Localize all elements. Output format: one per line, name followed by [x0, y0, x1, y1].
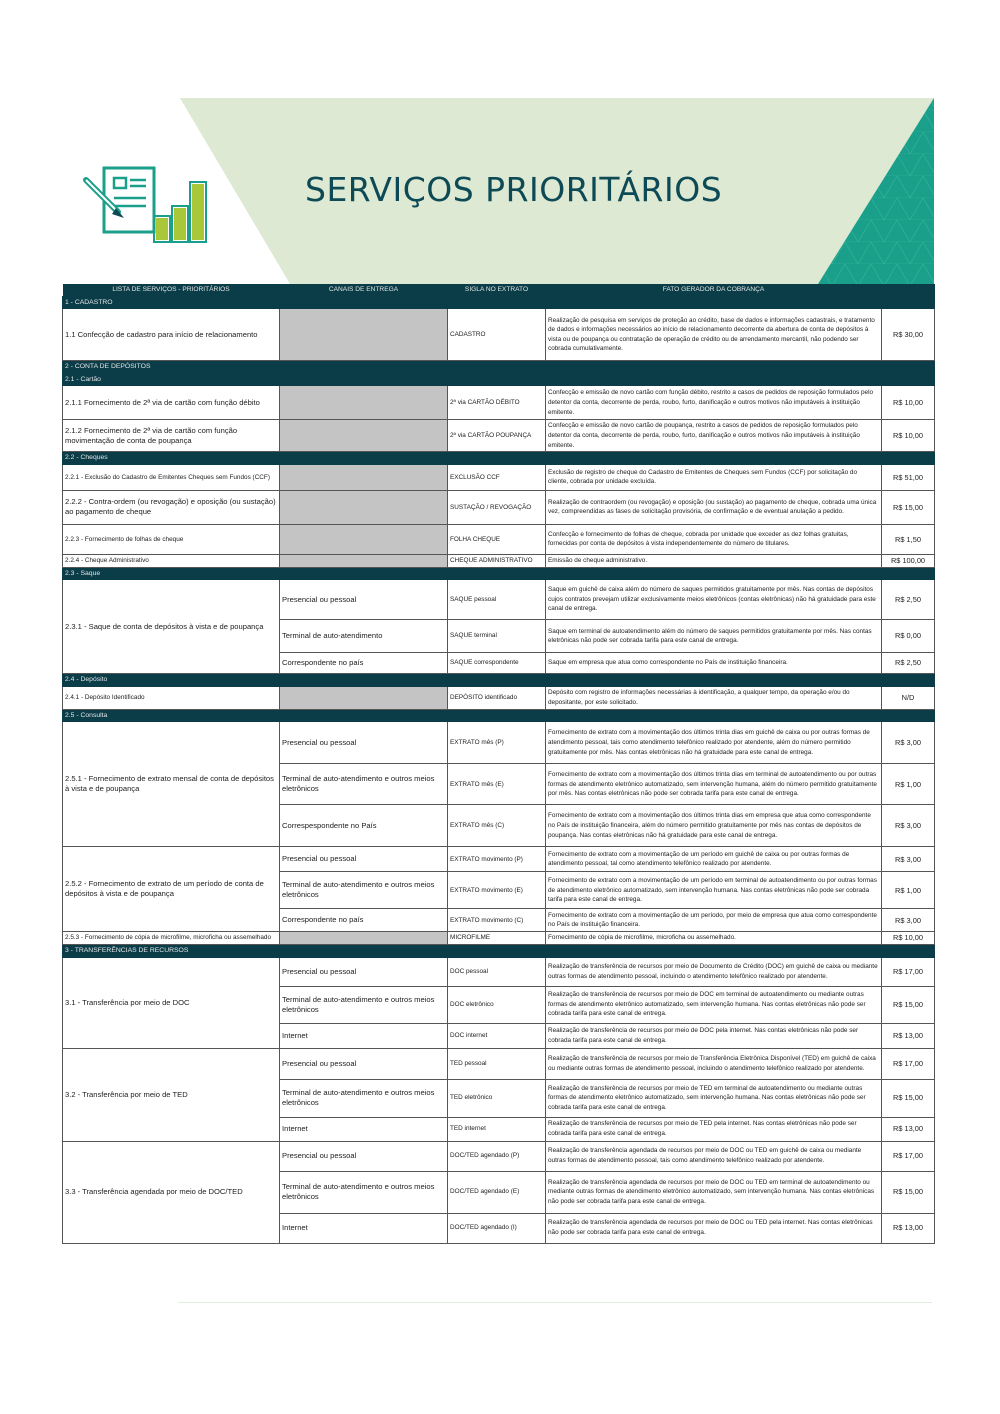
statement-code: SAQUE correspondente: [448, 653, 546, 674]
service-name: 2.4.1 - Depósito Identificado: [63, 686, 280, 709]
channel-cell: [280, 490, 448, 524]
fee-trigger: Fornecimento de extrato com a movimentação dos últimos trinta dias em terminal de autoatendimento ou por outras formas de atendimento eletrônico automatizado, sem intervenção humana, além do número permitido gratuitamente por mês. Nas contas eletrônicas não pode ser cobrada tarifa para este canal de entrega.: [546, 764, 882, 805]
subsection-header: [63, 674, 935, 687]
fee-value: R$ 3,00: [882, 909, 935, 932]
table-row: [63, 420, 935, 452]
statement-code: TED eletrônico: [448, 1079, 546, 1117]
channel-cell: Terminal de auto-atendimento e outros meios eletrônicos: [280, 764, 448, 805]
fee-trigger: Fornecimento de cópia de microfilme, microficha ou assemelhado.: [546, 932, 882, 945]
statement-code: DOC pessoal: [448, 957, 546, 986]
section-header: [63, 944, 935, 957]
fee-trigger: Realização de transferência de recursos por meio de TED em terminal de autoatendimento ou mediante outras formas de atendimento eletrônico automatizado, sem intervenção humana. Nas contas eletrônicas não pode ser cobrada tarifa para este canal de entrega.: [546, 1079, 882, 1117]
section-label: 1 - CADASTRO: [63, 296, 935, 309]
service-name: 2.5.3 - Fornecimento de cópia de microfilme, microficha ou assemelhado: [63, 932, 280, 945]
channel-cell: [280, 464, 448, 490]
service-name: 2.2.4 - Cheque Administrativo: [63, 554, 280, 567]
fee-trigger: Realização de transferência agendada de recursos por meio de DOC ou TED pela internet. Nas contas eletrônicas não pode ser cobrada tarifa para este canal de entrega.: [546, 1213, 882, 1243]
statement-code: EXTRATO movimento (P): [448, 847, 546, 872]
fee-trigger: Realização de transferência de recursos por meio de Documento de Crédito (DOC) em guichê de caixa ou mediante outras formas de atendimento pessoal, incluindo o atendimento telefônico realizado por atendente.: [546, 957, 882, 986]
statement-code: DOC internet: [448, 1023, 546, 1048]
column-header-blank: [882, 284, 935, 296]
statement-code: EXCLUSÃO CCF: [448, 464, 546, 490]
fee-value: R$ 15,00: [882, 986, 935, 1023]
channel-cell: Internet: [280, 1213, 448, 1243]
service-name: 2.5.1 - Fornecimento de extrato mensal de conta de depósitos à vista e de poupança: [63, 722, 280, 847]
statement-code: EXTRATO mês (E): [448, 764, 546, 805]
subsection-label: 2.1 - Cartão: [63, 373, 935, 386]
fee-value: R$ 2,50: [882, 580, 935, 620]
statement-code: FOLHA CHEQUE: [448, 524, 546, 554]
table-row: [63, 490, 935, 524]
statement-code: CHEQUE ADMINISTRATIVO: [448, 554, 546, 567]
fee-value: R$ 17,00: [882, 957, 935, 986]
channel-cell: [280, 386, 448, 420]
fee-value: R$ 3,00: [882, 722, 935, 764]
column-header: LISTA DE SERVIÇOS - PRIORITÁRIOS: [63, 284, 280, 296]
table-row: [63, 1048, 935, 1079]
service-name: 2.2.2 - Contra-ordem (ou revogação) e oposição (ou sustação) ao pagamento de cheque: [63, 490, 280, 524]
table-header: [63, 284, 935, 296]
statement-code: CADASTRO: [448, 309, 546, 361]
fee-trigger: Emissão de cheque administrativo.: [546, 554, 882, 567]
fee-trigger: Fornecimento de extrato com a movimentação dos últimos trinta dias em empresa que atua como correspondente no País de instituição financeira, além do número permitido gratuitamente por mês nas contas de depósitos de poupança. Nas contas eletrônicas não há gratuidade para este canal de entrega.: [546, 805, 882, 847]
channel-cell: Presencial ou pessoal: [280, 957, 448, 986]
fee-value: R$ 17,00: [882, 1048, 935, 1079]
channel-cell: Presencial ou pessoal: [280, 1048, 448, 1079]
channel-cell: [280, 554, 448, 567]
fee-value: R$ 30,00: [882, 309, 935, 361]
fee-trigger: Realização de contraordem (ou revogação) e oposição (ou sustação) ao pagamento de cheque, cobrada uma única vez, compreendidas as fases de solicitação provisória, de confirmação e de eventual anulação a pedido.: [546, 490, 882, 524]
fee-value: R$ 15,00: [882, 1079, 935, 1117]
column-header: CANAIS DE ENTREGA: [280, 284, 448, 296]
fee-value: R$ 13,00: [882, 1023, 935, 1048]
fee-trigger: Confecção e emissão de novo cartão de poupança, restrito a casos de pedidos de reposição formulados pelo detentor da conta, decorrente de perda, roubo, furto, danificação e outros motivos não imputáveis à instituição emitente.: [546, 420, 882, 452]
channel-cell: [280, 932, 448, 945]
subsection-header: [63, 452, 935, 465]
fee-trigger: Realização de transferência de recursos por meio de DOC em terminal de autoatendimento ou mediante outras formas de atendimento eletrônico automatizado, sem intervenção humana. Nas contas eletrônicas não pode ser cobrada tarifa para este canal de entrega.: [546, 986, 882, 1023]
service-name: 2.5.2 - Fornecimento de extrato de um período de conta de depósitos à vista e de poupança: [63, 847, 280, 932]
fee-value: R$ 100,00: [882, 554, 935, 567]
channel-cell: Correspespondente no País: [280, 805, 448, 847]
channel-cell: Correspondente no país: [280, 653, 448, 674]
channel-cell: Presencial ou pessoal: [280, 1141, 448, 1171]
fee-trigger: Realização de transferência de recursos por meio de TED pela internet. Nas contas eletrônicas não pode ser cobrada tarifa para este canal de entrega.: [546, 1117, 882, 1141]
fee-trigger: Saque em terminal de autoatendimento além do número de saques permitidos gratuitamente por mês. Nas contas eletrônicas não pode ser cobrada tarifa para este canal de entrega.: [546, 620, 882, 653]
subsection-label: 2.5 - Consulta: [63, 709, 935, 722]
column-header: SIGLA NO EXTRATO: [448, 284, 546, 296]
statement-code: SAQUE pessoal: [448, 580, 546, 620]
fee-trigger: Fornecimento de extrato com a movimentação dos últimos trinta dias em guichê de caixa ou por outras formas de atendimento pessoal, tais como atendimento telefônico realizado por atendente, além do número permitido gratuitamente por mês. Nas contas eletrônicas não há gratuidade para este canal de entrega.: [546, 722, 882, 764]
statement-code: EXTRATO movimento (C): [448, 909, 546, 932]
fee-value: R$ 10,00: [882, 386, 935, 420]
channel-cell: Terminal de auto-atendimento e outros meios eletrônicos: [280, 1079, 448, 1117]
section-header: [63, 296, 935, 309]
fee-value: R$ 3,00: [882, 847, 935, 872]
channel-cell: Terminal de auto-atendimento e outros meios eletrônicos: [280, 872, 448, 909]
statement-code: EXTRATO mês (C): [448, 805, 546, 847]
fee-trigger: Realização de transferência agendada de recursos por meio de DOC ou TED em terminal de autoatendimento ou mediante outras formas de atendimento eletrônico automatizado, sem intervenção humana. Nas contas eletrônicas não pode ser cobrada tarifa para este canal de entrega.: [546, 1171, 882, 1213]
service-name: 2.1.2 Fornecimento de 2ª via de cartão com função movimentação de conta de poupança: [63, 420, 280, 452]
service-name: 1.1 Confecção de cadastro para início de relacionamento: [63, 309, 280, 361]
channel-cell: Presencial ou pessoal: [280, 722, 448, 764]
fee-trigger: Exclusão de registro de cheque do Cadastro de Emitentes de Cheques sem Fundos (CCF) por solicitação do cliente, cobrada por unidade excluída.: [546, 464, 882, 490]
channel-cell: [280, 309, 448, 361]
subsection-header: [63, 567, 935, 580]
statement-code: TED pessoal: [448, 1048, 546, 1079]
channel-cell: [280, 420, 448, 452]
channel-cell: Presencial ou pessoal: [280, 847, 448, 872]
service-name: 2.1.1 Fornecimento de 2ª via de cartão com função débito: [63, 386, 280, 420]
column-header: FATO GERADOR DA COBRANÇA: [546, 284, 882, 296]
table-row: [63, 1141, 935, 1171]
statement-code: EXTRATO movimento (E): [448, 872, 546, 909]
page-title: SERVIÇOS PRIORITÁRIOS: [305, 170, 723, 209]
fee-value: R$ 10,00: [882, 420, 935, 452]
section-label: 3 - TRANSFERÊNCIAS DE RECURSOS: [63, 944, 935, 957]
channel-cell: Terminal de auto-atendimento e outros meios eletrônicos: [280, 986, 448, 1023]
table-row: [63, 722, 935, 764]
channel-cell: Internet: [280, 1023, 448, 1048]
statement-code: DOC/TED agendado (E): [448, 1171, 546, 1213]
section-label: 2 - CONTA DE DEPÓSITOS: [63, 361, 935, 374]
table-row: [63, 554, 935, 567]
fee-value: R$ 13,00: [882, 1117, 935, 1141]
fee-value: R$ 0,00: [882, 620, 935, 653]
fee-value: N/D: [882, 686, 935, 709]
fee-value: R$ 17,00: [882, 1141, 935, 1171]
document-chart-icon: [104, 168, 206, 242]
fee-trigger: Realização de transferência de recursos por meio de DOC pela internet. Nas contas eletrônicas não pode ser cobrada tarifa para este canal de entrega.: [546, 1023, 882, 1048]
fee-trigger: Fornecimento de extrato com a movimentação de um período, por meio de empresa que atua como correspondente no País de instituição financeira.: [546, 909, 882, 932]
statement-code: 2ª via CARTÃO POUPANÇA: [448, 420, 546, 452]
table-row: [63, 686, 935, 709]
banner-graphic: [0, 0, 1000, 300]
footer-divider: [178, 1302, 932, 1303]
subsection-header: [63, 709, 935, 722]
statement-code: DOC/TED agendado (P): [448, 1141, 546, 1171]
service-name: 2.2.1 - Exclusão do Cadastro de Emitentes Cheques sem Fundos (CCF): [63, 464, 280, 490]
fee-value: R$ 3,00: [882, 805, 935, 847]
table-row: [63, 580, 935, 620]
fee-trigger: Saque em guichê de caixa além do número de saques permitidos gratuitamente por mês. Nas contas de depósitos cujos contratos prevejam utilizar exclusivamente meios eletrônicos (contas eletrônicas) não há gratuidade para este canal de entrega.: [546, 580, 882, 620]
service-name: 3.1 - Transferência por meio de DOC: [63, 957, 280, 1048]
fee-trigger: Confecção e emissão de novo cartão com função débito, restrito a casos de pedidos de reposição formulados pelo detentor da conta, decorrente de perda, roubo, furto, danificação e outros motivos não imputáveis à instituição emitente.: [546, 386, 882, 420]
statement-code: SUSTAÇÃO / REVOGAÇÃO: [448, 490, 546, 524]
section-header: [63, 361, 935, 374]
statement-code: DOC eletrônico: [448, 986, 546, 1023]
fee-trigger: Depósito com registro de informações necessárias à identificação, a qualquer tempo, da operação e/ou do depositante, por este solicitado.: [546, 686, 882, 709]
service-name: 3.2 - Transferência por meio de TED: [63, 1048, 280, 1141]
subsection-label: 2.4 - Depósito: [63, 674, 935, 687]
fee-trigger: Realização de pesquisa em serviços de proteção ao crédito, base de dados e informações cadastrais, e tratamento de dados e informações necessários ao início de relacionamento decorrente da abertura de conta de depósitos à vista ou de poupança ou contratação de operação de crédito ou de arrendamento mercantil, não podendo ser cobrada cumulativamente.: [546, 309, 882, 361]
fee-trigger: Realização de transferência agendada de recursos por meio de DOC ou TED em guichê de caixa ou mediante outras formas de atendimento pessoal, tais como atendimento telefônico realizado por atendente.: [546, 1141, 882, 1171]
fee-value: R$ 1,50: [882, 524, 935, 554]
fee-trigger: Realização de transferência de recursos por meio de Transferência Eletrônica Disponível (TED) em guichê de caixa ou mediante outras formas de atendimento pessoal, incluindo o atendimento telefônico realizado por atendente.: [546, 1048, 882, 1079]
channel-cell: Correspondente no país: [280, 909, 448, 932]
channel-cell: [280, 524, 448, 554]
statement-code: EXTRATO mês (P): [448, 722, 546, 764]
table-row: [63, 957, 935, 986]
subsection-label: 2.3 - Saque: [63, 567, 935, 580]
channel-cell: Presencial ou pessoal: [280, 580, 448, 620]
fee-value: R$ 1,00: [882, 872, 935, 909]
statement-code: TED internet: [448, 1117, 546, 1141]
subsection-label: 2.2 - Cheques: [63, 452, 935, 465]
service-name: 2.2.3 - Fornecimento de folhas de cheque: [63, 524, 280, 554]
statement-code: MICROFILME: [448, 932, 546, 945]
channel-cell: Terminal de auto-atendimento e outros meios eletrônicos: [280, 1171, 448, 1213]
subsection-header: [63, 373, 935, 386]
channel-cell: Terminal de auto-atendimento: [280, 620, 448, 653]
fee-trigger: Fornecimento de extrato com a movimentação de um período em guichê de caixa ou por outras formas de atendimento pessoal, tal como atendimento telefônico realizado por atendente.: [546, 847, 882, 872]
fee-trigger: Saque em empresa que atua como correspondente no País de instituição financeira.: [546, 653, 882, 674]
fee-value: R$ 2,50: [882, 653, 935, 674]
channel-cell: Internet: [280, 1117, 448, 1141]
statement-code: DEPÓSITO identificado: [448, 686, 546, 709]
fee-value: R$ 13,00: [882, 1213, 935, 1243]
fee-value: R$ 15,00: [882, 490, 935, 524]
table-row: [63, 524, 935, 554]
service-name: 2.3.1 - Saque de conta de depósitos à vista e de poupança: [63, 580, 280, 674]
fee-trigger: Confecção e fornecimento de folhas de cheque, cobrada por unidade que exceder as dez folhas gratuitas, fornecidas por conta de depósitos à vista independentemente do número de titulares.: [546, 524, 882, 554]
header-banner: [0, 0, 1000, 300]
table-row: [63, 847, 935, 872]
services-table: [62, 284, 935, 1244]
fee-value: R$ 1,00: [882, 764, 935, 805]
fee-value: R$ 10,00: [882, 932, 935, 945]
statement-code: 2ª via CARTÃO DÉBITO: [448, 386, 546, 420]
statement-code: DOC/TED agendado (I): [448, 1213, 546, 1243]
table-row: [63, 309, 935, 361]
fee-value: R$ 51,00: [882, 464, 935, 490]
channel-cell: [280, 686, 448, 709]
table-row: [63, 932, 935, 945]
table-row: [63, 386, 935, 420]
table-row: [63, 464, 935, 490]
statement-code: SAQUE terminal: [448, 620, 546, 653]
service-name: 3.3 - Transferência agendada por meio de DOC/TED: [63, 1141, 280, 1243]
fee-value: R$ 15,00: [882, 1171, 935, 1213]
fee-trigger: Fornecimento de extrato com a movimentação de um período em terminal de autoatendimento ou por outras formas de atendimento eletrônico automatizado, sem intervenção humana. Nas contas eletrônicas não pode ser cobrada tarifa para este canal de entrega.: [546, 872, 882, 909]
